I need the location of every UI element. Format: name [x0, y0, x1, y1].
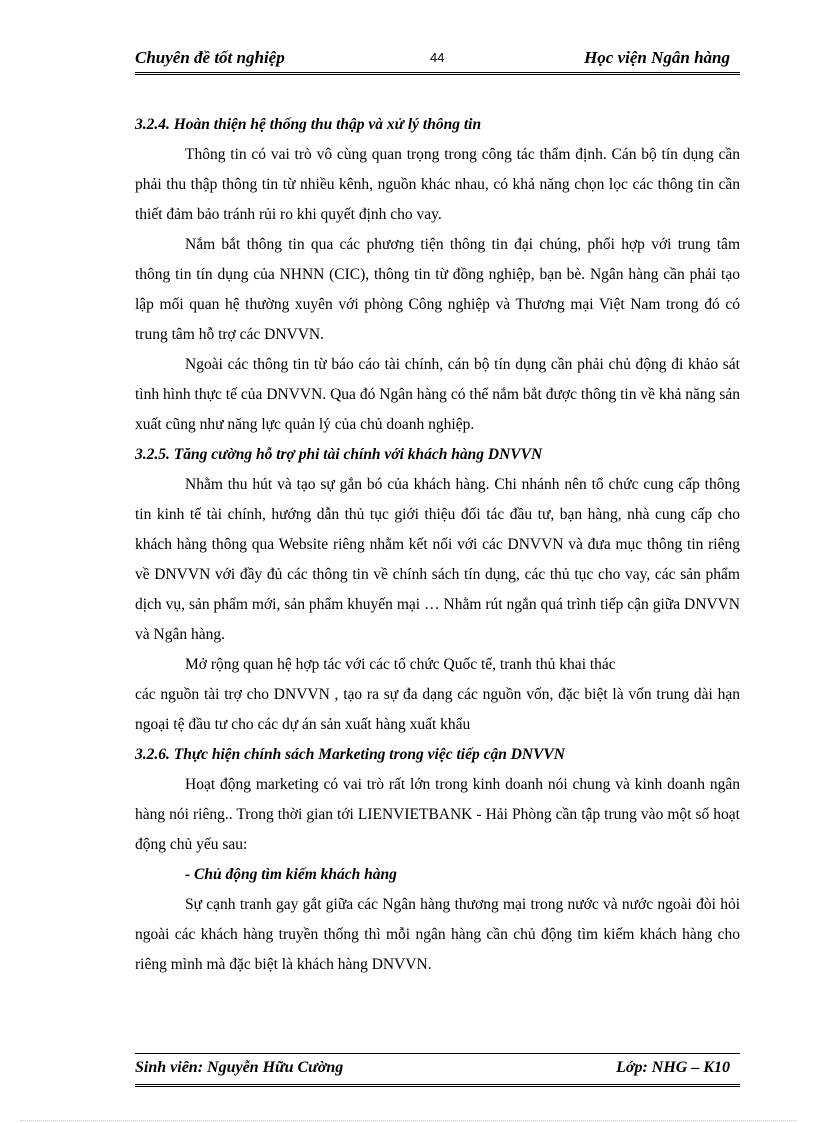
paragraph: Sự cạnh tranh gay gắt giữa các Ngân hàng thương mại trong nước và nước ngoài đòi hỏi ngoài các khách hàng truyền thống thì mỗi ngân hàng cần chủ động tìm kiếm khách hàng cho riêng mình mà đặc biệt là khách hàng DNVVN. — [135, 896, 740, 973]
section-heading-3-2-4: 3.2.4. Hoàn thiện hệ thống thu thập và xử lý thông tin — [135, 116, 482, 133]
sub-heading: - Chủ động tìm kiếm khách hàng — [185, 866, 397, 883]
footer-student-name: Sinh viên: Nguyễn Hữu Cường — [135, 1059, 344, 1076]
footer-class: Lớp: NHG – K10 — [616, 1059, 730, 1076]
document-body — [135, 110, 740, 980]
paragraph: Nhằm thu hút và tạo sự gắn bó của khách hàng. Chi nhánh nên tổ chức cung cấp thông tin kinh tế tài chính, hướng dẫn thủ tục giới thiệu đối tác đầu tư, bạn hàng, nhà cung cấp cho khách hàng thông qua Website riêng nhằm kết nối với các DNVVN và đưa mục thông tin riêng về DNVVN với đầy đủ các thông tin về chính sách tín dụng, các thủ tục cho vay, các sản phẩm dịch vụ, sản phẩm mới, sản phẩm khuyến mại … Nhằm rút ngắn quá trình tiếp cận giữa DNVVN và Ngân hàng. — [135, 476, 740, 643]
paragraph: Nắm bắt thông tin qua các phương tiện thông tin đại chúng, phối hợp với trung tâm thông tin tín dụng của NHNN (CIC), thông tin từ đồng nghiệp, bạn bè. Ngân hàng cần phải tạo lập mối quan hệ thường xuyên với phòng Công nghiệp và Thương mại Việt Nam trong đó có trung tâm hỗ trợ các DNVVN. — [135, 236, 740, 343]
page-header — [135, 46, 740, 75]
paragraph: Mở rộng quan hệ hợp tác với các tổ chức Quốc tế, tranh thủ khai thác — [185, 656, 616, 673]
header-institution: Học viện Ngân hàng — [584, 48, 730, 67]
paragraph: các nguồn tài trợ cho DNVVN , tạo ra sự đa dạng các nguồn vốn, đặc biệt là vốn trung dài hạn ngoại tệ đầu tư cho các dự án sản xuất hàng xuất khẩu — [135, 686, 740, 733]
page-footer — [135, 1053, 740, 1087]
header-thesis-title: Chuyên đề tốt nghiệp — [135, 48, 285, 67]
page-number: 44 — [430, 50, 445, 65]
paragraph: Thông tin có vai trò vô cùng quan trọng trong công tác thẩm định. Cán bộ tín dụng cần phải thu thập thông tin từ nhiều kênh, nguồn khác nhau, có khả năng chọn lọc các thông tin cần thiết đảm bảo tránh rủi ro khi quyết định cho vay. — [135, 146, 740, 223]
page-break-divider — [20, 1120, 796, 1121]
section-heading-3-2-5: 3.2.5. Tăng cường hỗ trợ phi tài chính với khách hàng DNVVN — [135, 446, 543, 463]
paragraph: Ngoài các thông tin từ báo cáo tài chính, cán bộ tín dụng cần phải chủ động đi khảo sát tình hình thực tế của DNVVN. Qua đó Ngân hàng có thể nắm bắt được thông tin về khả năng sản xuất cũng như năng lực quản lý của chủ doanh nghiệp. — [135, 356, 740, 433]
section-heading-3-2-6: 3.2.6. Thực hiện chính sách Marketing trong việc tiếp cận DNVVN — [135, 746, 565, 763]
paragraph: Hoạt động marketing có vai trò rất lớn trong kinh doanh nói chung và kinh doanh ngân hàng nói riêng.. Trong thời gian tới LIENVIETBANK - Hải Phòng cần tập trung vào một số hoạt động chủ yếu sau: — [135, 776, 740, 853]
